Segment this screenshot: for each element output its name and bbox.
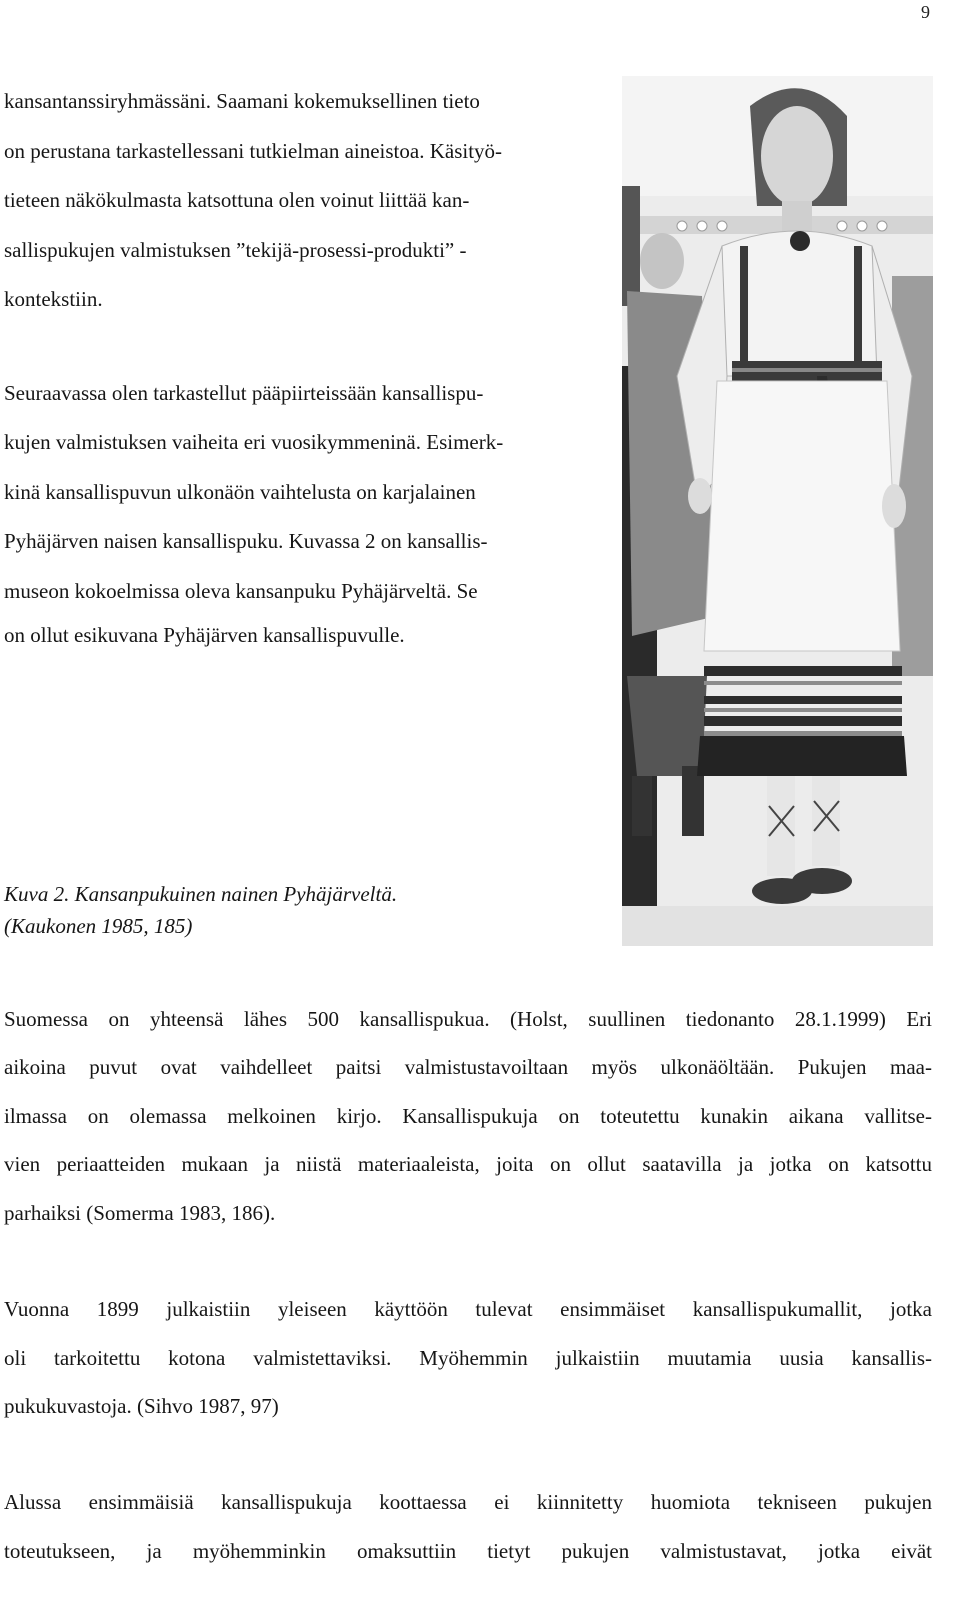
paragraph-line: Suomessa on yhteensä lähes 500 kansallispukua. (Holst, suullinen tiedonanto 28.1.1999) Eri: [4, 1007, 932, 1031]
paragraph-line: Vuonna 1899 julkaistiin yleiseen käyttöön tulevat ensimmäiset kansallispukumallit, jotka: [4, 1297, 932, 1321]
intro-line: tieteen näkökulmasta katsottuna olen voinut liittää kan-: [4, 188, 470, 212]
paragraph-line: vien periaatteiden mukaan ja niistä materiaaleista, joita on ollut saatavilla ja jotka on katsottu: [4, 1152, 932, 1176]
photo-illustration: [622, 76, 933, 946]
intro-line: sallispukujen valmistuksen ”tekijä-prosessi-produkti” -: [4, 238, 467, 262]
paragraph-line: parhaiksi (Somerma 1983, 186).: [4, 1201, 276, 1225]
paragraph-line: Seuraavassa olen tarkastellut pääpiirteissään kansallispu-: [4, 381, 484, 405]
paragraph-line: on ollut esikuvana Pyhäjärven kansallispuvulle.: [4, 623, 405, 647]
paragraph-line: kinä kansallispuvun ulkonäön vaihtelusta on karjalainen: [4, 480, 476, 504]
folk-costume-photo: [622, 76, 933, 946]
paragraph-line: ilmassa on olemassa melkoinen kirjo. Kansallispukuja on toteutettu kunakin aikana vallitse-: [4, 1104, 932, 1128]
paragraph-line: oli tarkoitettu kotona valmistettaviksi. Myöhemmin julkaistiin muutamia uusia kansallis-: [4, 1346, 932, 1370]
page-number: 9: [921, 2, 930, 22]
figure-caption-source: (Kaukonen 1985, 185): [4, 914, 193, 938]
intro-line: kontekstiin.: [4, 287, 103, 311]
paragraph-line: Alussa ensimmäisiä kansallispukuja koottaessa ei kiinnitetty huomiota tekniseen pukujen: [4, 1490, 932, 1514]
intro-line: kansantanssiryhmässäni. Saamani kokemuksellinen tieto: [4, 89, 480, 113]
intro-line: on perustana tarkastellessani tutkielman aineistoa. Käsityö-: [4, 139, 503, 163]
figure-caption: Kuva 2. Kansanpukuinen nainen Pyhäjärveltä.: [4, 882, 398, 906]
paragraph-line: Pyhäjärven naisen kansallispuku. Kuvassa 2 on kansallis-: [4, 529, 488, 553]
paragraph-line: aikoina puvut ovat vaihdelleet paitsi valmistustavoiltaan myös ulkonäöltään. Pukujen maa-: [4, 1055, 932, 1079]
paragraph-line: pukukuvastoja. (Sihvo 1987, 97): [4, 1394, 279, 1418]
paragraph-line: toteutukseen, ja myöhemminkin omaksuttiin tietyt pukujen valmistustavat, jotka eivät: [4, 1539, 932, 1563]
paragraph-line: kujen valmistuksen vaiheita eri vuosikymmeninä. Esimerk-: [4, 430, 504, 454]
paragraph-line: museon kokoelmissa oleva kansanpuku Pyhäjärveltä. Se: [4, 579, 478, 603]
